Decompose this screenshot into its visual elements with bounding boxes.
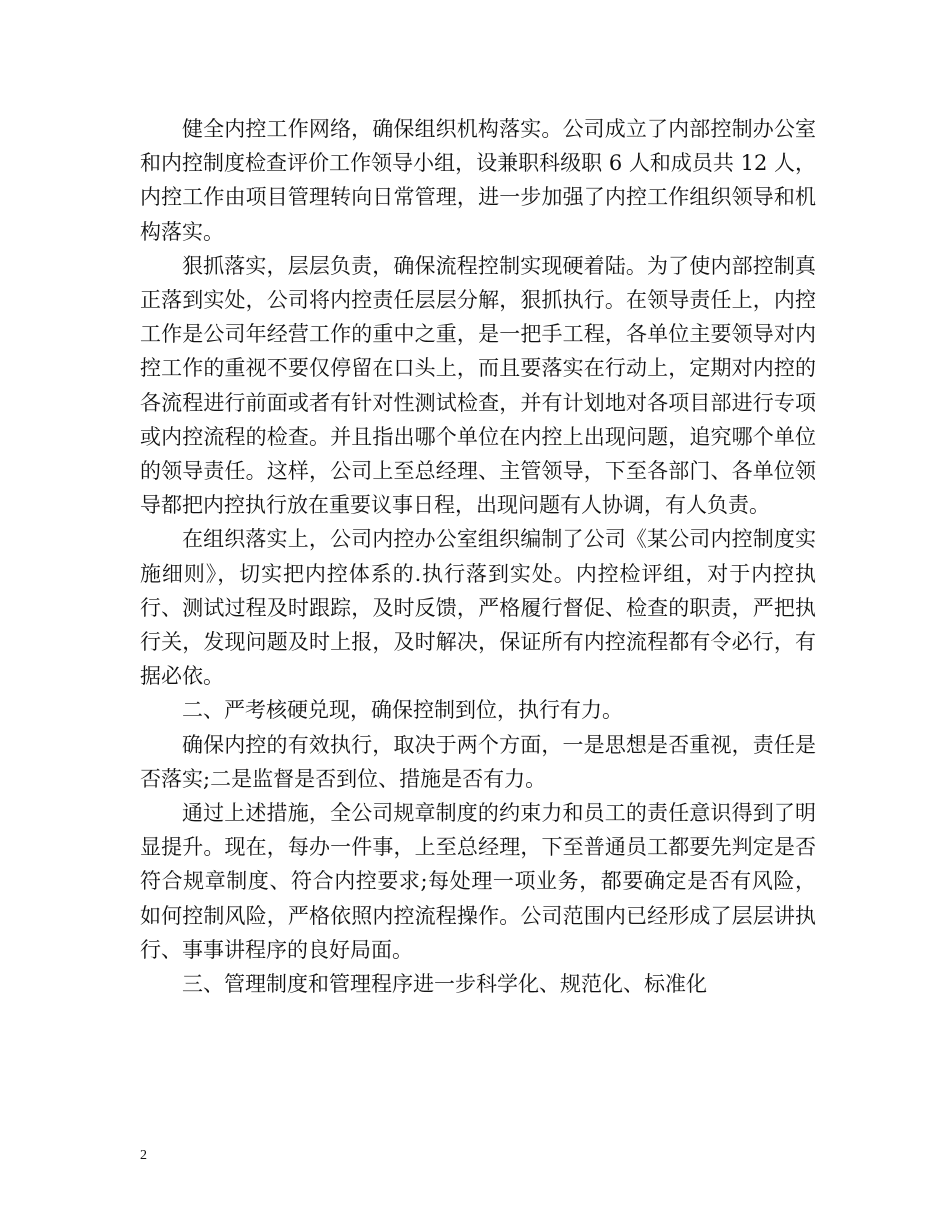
page-number: 2 [140,1148,147,1163]
section-heading-3: 三、管理制度和管理程序进一步科学化、规范化、标准化 [182,972,707,997]
paragraph-effective-execution: 确保内控的有效执行，取决于两个方面，一是思想是否重视，责任是否落实;二是监督是否到位、措施是否有力。 [140,732,816,791]
paragraph-implementation: 狠抓落实，层层负责，确保流程控制实现硬着陆。为了使内部控制真正落到实处，公司将内控责任层层分解，狠抓执行。在领导责任上，内控工作是公司年经营工作的重中之重，是一把手工程，各单位主要领导对内控工作的重视不要仅停留在口头上，而且要落实在行动上，定期对内控的各流程进行前面或者有针对性测试检查，并有计划地对各项目部进行专项或内控流程的检查。并且指出哪个单位在内控上出现问题，追究哪个单位的领导责任。这样，公司上至总经理、主管领导，下至各部门、各单位领导都把内控执行放在重要议事日程，出现问题有人协调，有人负责。 [140,253,816,518]
paragraph-organization: 在组织落实上，公司内控办公室组织编制了公司《某公司内控制度实施细则》，切实把内控体系的.执行落到实处。内控检评组，对于内控执行、测试过程及时跟踪，及时反馈，严格履行督促、检查的职责，严把执行关，发现问题及时上报，及时解决，保证所有内控流程都有令必行，有据必依。 [140,527,816,689]
paragraph-results: 通过上述措施，全公司规章制度的约束力和员工的责任意识得到了明显提升。现在，每办一件事，上至总经理，下至普通员工都要先判定是否符合规章制度、符合内控要求;每处理一项业务，都要确定是否有风险，如何控制风险，严格依照内控流程操作。公司范围内已经形成了层层讲执行、事事讲程序的良好局面。 [140,801,816,962]
paragraph-network: 健全内控工作网络，确保组织机构落实。公司成立了内部控制办公室和内控制度检查评价工作领导小组，设兼职科级职 6 人和成员共 12 人，内控工作由项目管理转向日常管理，进一步加强了内控工作组织领导和机构落实。 [140,117,816,244]
document-body [140,112,816,1001]
section-heading-2: 二、严考核硬兑现，确保控制到位，执行有力。 [182,698,623,723]
